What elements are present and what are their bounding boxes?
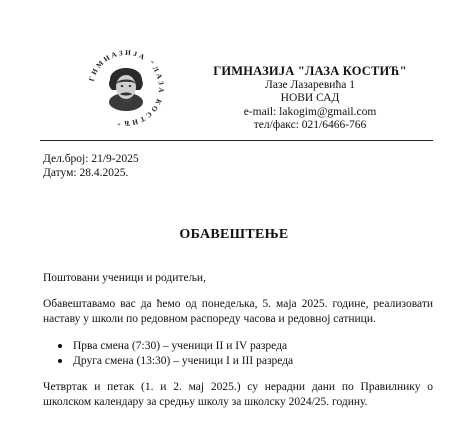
school-contact-block [190, 65, 430, 133]
holidays-paragraph: Четвртак и петак (1. и 2. мај 2025.) су нерадни дани по Правилнику о школском календару за средњу школу за школску 2024/25. годину. [43, 381, 433, 408]
shift-second: Друга смена (13:30) – ученици I и III разреда [73, 354, 294, 367]
shift-list [55, 339, 293, 368]
reference-number: Дел.број: 21/9-2025 [43, 153, 139, 165]
list-item [55, 339, 293, 354]
list-item [55, 354, 293, 369]
bullet-icon [58, 359, 62, 363]
school-city: НОВИ САД [280, 92, 340, 104]
document-title: ОБАВЕШТЕЊЕ [179, 227, 289, 242]
school-address: Лазе Лазаревића 1 [265, 78, 355, 91]
greeting-paragraph: Поштовани ученици и родитељи, [43, 272, 206, 284]
school-phone: тел/факс: 021/6466-766 [253, 119, 367, 131]
svg-text:ГИМНАЗИЈА "ЛАЗА КОСТИЋ": ГИМНАЗИЈА "ЛАЗА КОСТИЋ" [87, 48, 166, 128]
reference-block [43, 153, 139, 180]
school-name: ГИМНАЗИЈА "ЛАЗА КОСТИЋ" [213, 64, 407, 78]
bullet-icon [58, 344, 62, 348]
portrait-icon [109, 68, 143, 111]
shift-first: Прва смена (7:30) – ученици II и IV разреда [73, 340, 288, 352]
header-divider [40, 140, 433, 141]
reference-date: Датум: 28.4.2025. [43, 166, 129, 179]
school-seal-logo [82, 44, 170, 132]
intro-paragraph: Обавештавамо вас да ћемо од понедељка, 5. маја 2025. године, реализовати наставу у школи по редовном распореду часова и редовној сатници. [43, 298, 433, 325]
school-email: e-mail: lakogim@gmail.com [243, 105, 377, 118]
